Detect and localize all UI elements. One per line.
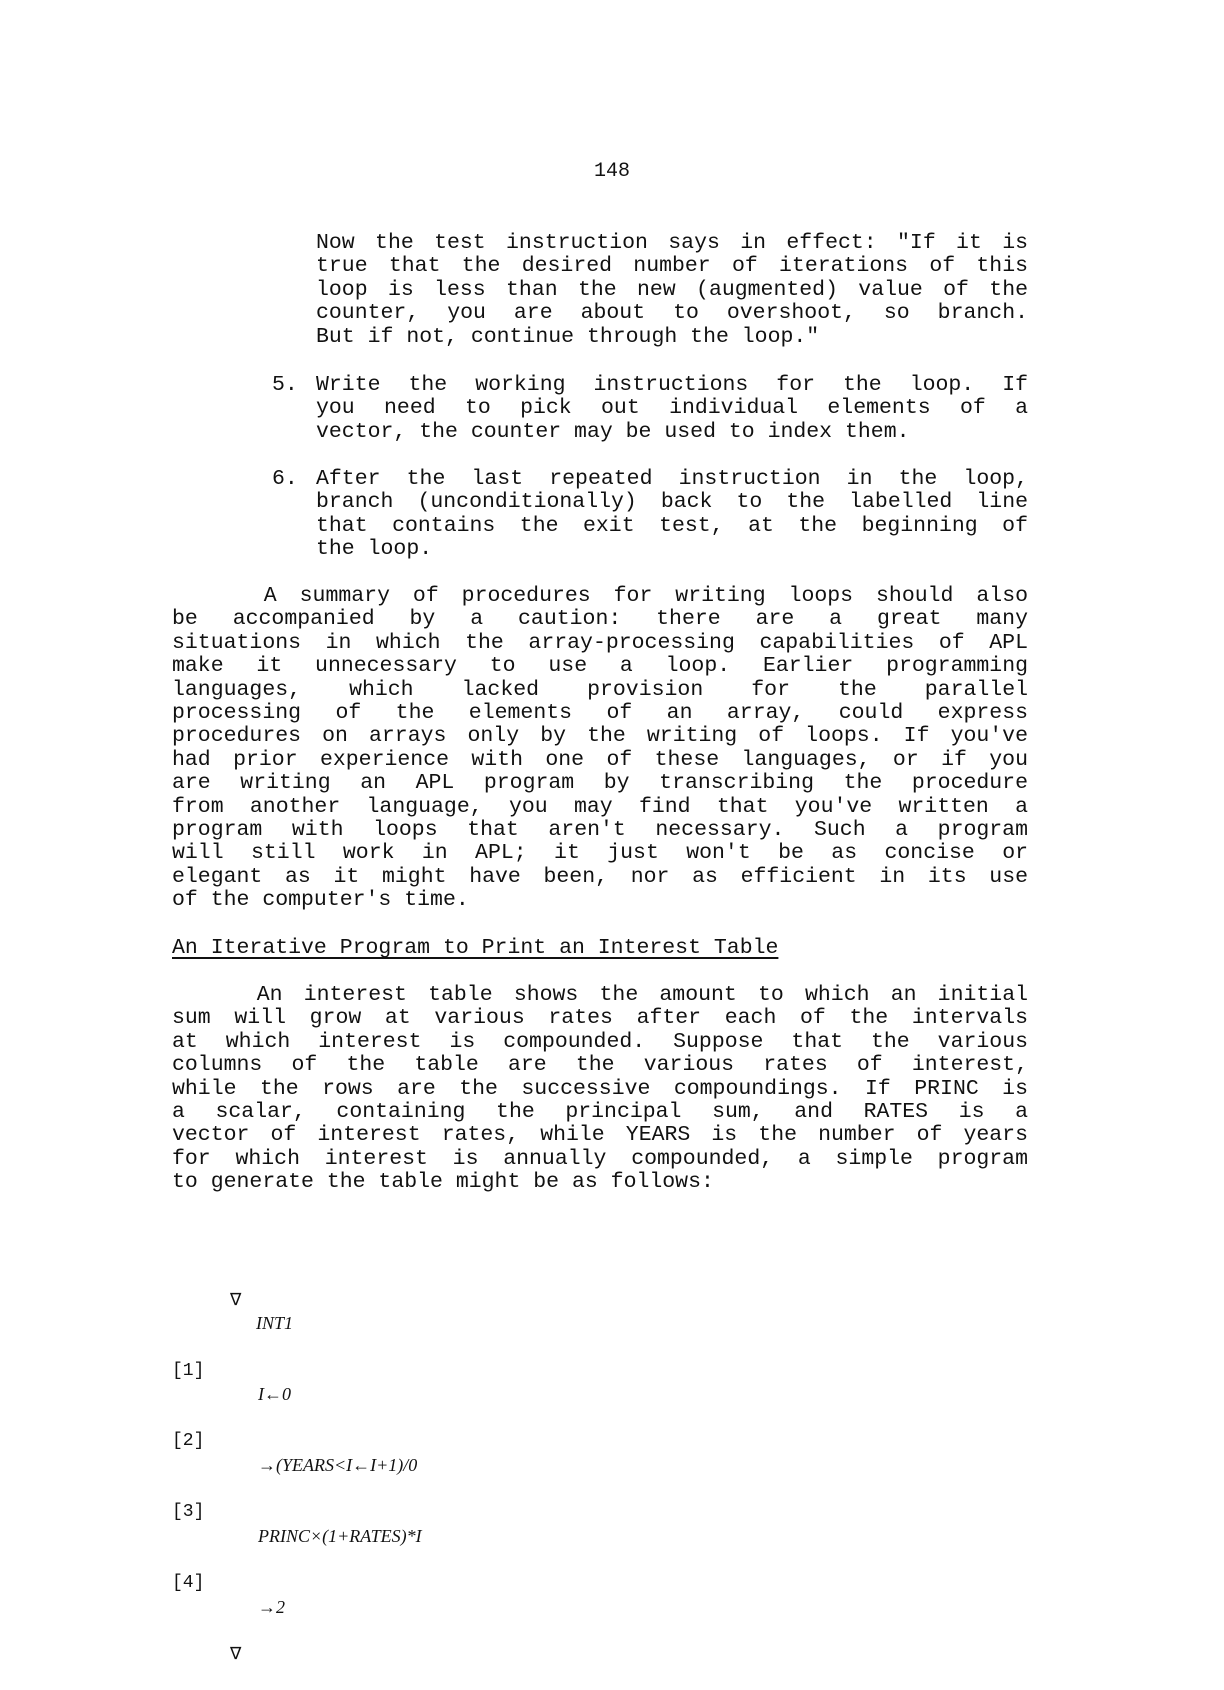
- text-line: to generate the table might be as follows:: [172, 1170, 714, 1195]
- code-line: [172, 1407, 418, 1475]
- code-text: I←0: [258, 1384, 291, 1405]
- text-line: loop is less than the new (augmented) value of the: [316, 277, 1028, 302]
- text-line: elegant as it might have been, nor as efficient in its use: [172, 864, 1028, 889]
- text-line: sum will grow at various rates after each of the intervals: [172, 1006, 1028, 1031]
- apl-program-listing: [172, 1218, 422, 1666]
- text-line: are writing an APL program by transcribing the procedure: [172, 771, 1028, 796]
- text-line: An interest table shows the amount to which an initial: [172, 983, 1028, 1007]
- line-label: [1]: [172, 1360, 205, 1381]
- text-line: true that the desired number of iterations of this: [316, 254, 1028, 279]
- text-line: But if not, continue through the loop.": [316, 324, 820, 349]
- text-line: vector of interest rates, while YEARS is the number of years: [172, 1123, 1028, 1148]
- text-line: situations in which the array-processing capabilities of APL: [172, 630, 1028, 655]
- del-symbol: ∇: [230, 1643, 242, 1664]
- text-line: of the computer's time.: [172, 888, 469, 913]
- code-line: [172, 1478, 422, 1546]
- text-line: at which interest is compounded. Suppose that the various: [172, 1029, 1028, 1054]
- text-line: procedures on arrays only by the writing of loops. If you've: [172, 724, 1028, 749]
- page-number: 148: [593, 160, 630, 183]
- text-line: branch (unconditionally) back to the labelled line: [316, 490, 1028, 515]
- step-number: 6.: [272, 467, 298, 491]
- continuation-paragraph: [316, 232, 1028, 349]
- text-line: vector, the counter may be used to index them.: [316, 419, 910, 444]
- program-footer: [172, 1619, 242, 1664]
- del-symbol: ∇: [230, 1289, 242, 1310]
- text-line: counter, you are about to overshoot, so branch.: [316, 301, 1028, 326]
- text-line: while the rows are the successive compoundings. If PRINC is: [172, 1076, 1028, 1101]
- text-line: After the last repeated instruction in the loop,: [316, 467, 1028, 491]
- code-line: [172, 1336, 291, 1405]
- text-line: you need to pick out individual elements of a: [316, 396, 1028, 421]
- text-line: languages, which lacked provision for the parallel: [172, 677, 1028, 702]
- text-line: program with loops that aren't necessary. Such a program: [172, 818, 1028, 843]
- section-heading: An Iterative Program to Print an Interest Table: [172, 936, 779, 960]
- text-line: the loop.: [316, 537, 433, 562]
- code-line: [172, 1548, 285, 1617]
- step-number: 5.: [272, 373, 298, 397]
- text-line: Now the test instruction says in effect: "If it is: [316, 231, 1028, 255]
- line-label: [3]: [172, 1502, 205, 1523]
- text-line: a scalar, containing the principal sum, and RATES is a: [172, 1100, 1028, 1125]
- text-line: from another language, you may find that you've written a: [172, 794, 1028, 819]
- step-body: [316, 468, 1028, 562]
- text-line: for which interest is annually compounded, a simple program: [172, 1146, 1028, 1171]
- text-line: be accompanied by a caution: there are a great many: [172, 607, 1028, 632]
- text-line: that contains the exit test, at the beginning of: [316, 513, 1028, 538]
- code-text: →(YEARS<I←I+1)/0: [258, 1454, 418, 1475]
- text-line: will still work in APL; it just won't be as concise or: [172, 841, 1028, 866]
- step-body: [316, 374, 1028, 444]
- code-text: →2: [258, 1596, 285, 1617]
- text-line: processing of the elements of an array, could express: [172, 701, 1028, 726]
- text-line: had prior experience with one of these languages, or if you: [172, 747, 1028, 772]
- function-name: INT1: [256, 1313, 294, 1334]
- text-line: Write the working instructions for the loop. If: [316, 373, 1028, 397]
- program-header: [172, 1265, 294, 1334]
- text-line: A summary of procedures for writing loops should also: [172, 584, 1028, 608]
- text-line: make it unnecessary to use a loop. Earlier programming: [172, 654, 1028, 679]
- summary-paragraph: [172, 585, 1028, 913]
- line-label: [2]: [172, 1431, 205, 1452]
- text-line: columns of the table are the various rates of interest,: [172, 1053, 1028, 1078]
- code-text: PRINC×(1+RATES)*I: [258, 1525, 422, 1546]
- line-label: [4]: [172, 1572, 205, 1593]
- interest-paragraph: [172, 984, 1028, 1195]
